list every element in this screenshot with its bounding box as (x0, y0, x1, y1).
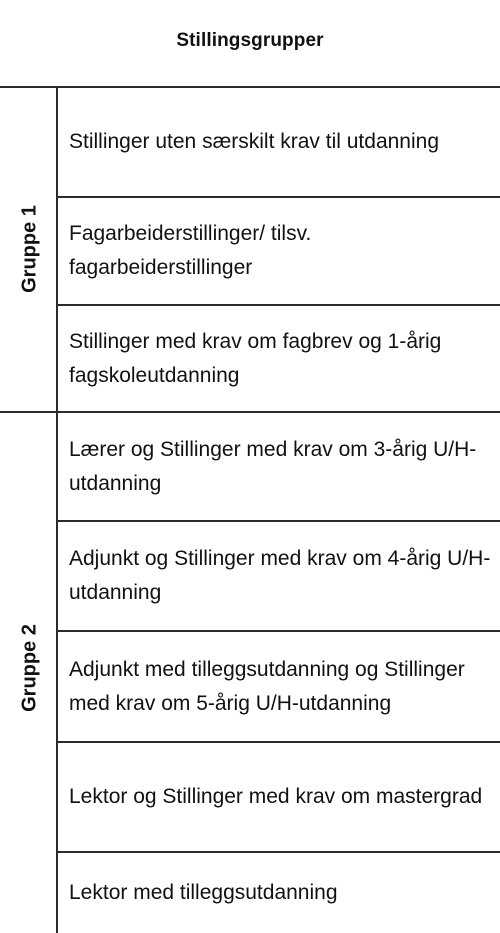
group-label-1: Gruppe 1 (18, 205, 41, 293)
table-row (69, 632, 494, 741)
table-row (69, 413, 494, 520)
row-text: Adjunkt med tilleggsutdanning og Stillinger med krav om 5-årig U/H-utdanning (69, 657, 465, 715)
row-text: Adjunkt og Stillinger med krav om 4-årig U/H-utdanning (69, 547, 491, 604)
row-text: Stillinger med krav om fagbrev og 1-årig fagskoleutdanning (69, 329, 442, 387)
column-divider (56, 87, 58, 933)
table-row (69, 88, 494, 196)
table-row (69, 306, 494, 411)
row-text: Fagarbeiderstillinger/ tilsv. fagarbeiderstillinger (69, 222, 312, 279)
table-title: Stillingsgrupper (176, 30, 324, 51)
table-row (69, 743, 494, 851)
table-row (69, 853, 494, 933)
row-text: Stillinger uten særskilt krav til utdanning (69, 130, 440, 153)
table-row (69, 522, 494, 630)
row-text: Lærer og Stillinger med krav om 3-årig U/H-utdanning (69, 437, 477, 495)
row-text: Lektor og Stillinger med krav om mastergrad (69, 785, 483, 808)
row-text: Lektor med tilleggsutdanning (69, 881, 338, 904)
group-label-2: Gruppe 2 (18, 624, 41, 712)
table-row (69, 198, 494, 304)
